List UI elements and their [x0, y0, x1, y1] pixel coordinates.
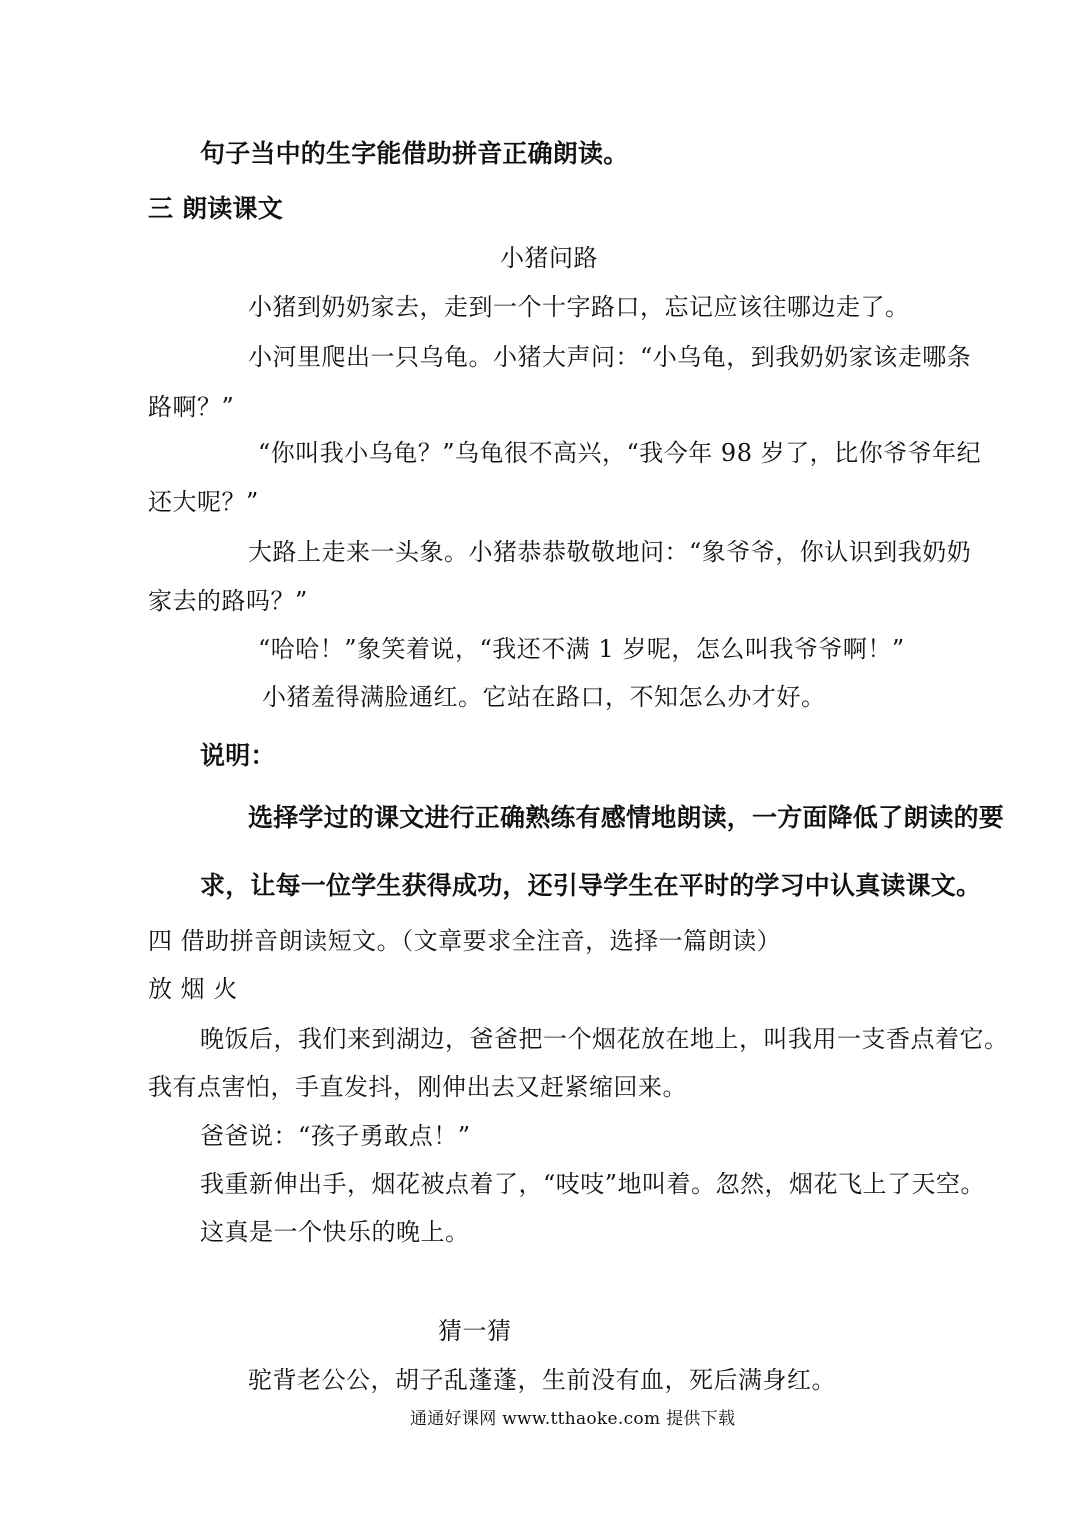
- note-line: 选择学过的课文进行正确熟练有感情地朗读，一方面降低了朗读的要: [248, 803, 1005, 832]
- section-4-heading: 四 借助拼音朗读短文。（文章要求全注音，选择一篇朗读）: [148, 927, 782, 955]
- paragraph: 小猪到奶奶家去，走到一个十字路口，忘记应该往哪边走了。: [248, 293, 910, 321]
- paragraph: 家去的路吗？”: [148, 587, 308, 615]
- riddle-text: 驼背老公公，胡子乱蓬蓬，生前没有血，死后满身红。: [248, 1366, 836, 1394]
- story-title-yanhuo: 放 烟 火: [148, 975, 238, 1003]
- footer-credit: 通通好课网 www.tthaoke.com 提供下载: [410, 1409, 736, 1429]
- paragraph: 爸爸说：“孩子勇敢点！”: [200, 1122, 471, 1150]
- paragraph: 还大呢？”: [148, 488, 259, 516]
- note-tail: 句子当中的生字能借助拼音正确朗读。: [200, 139, 629, 168]
- paragraph: 这真是一个快乐的晚上。: [200, 1218, 470, 1246]
- paragraph: 我有点害怕，手直发抖，刚伸出去又赶紧缩回来。: [148, 1073, 687, 1101]
- paragraph: 小猪羞得满脸通红。它站在路口，不知怎么办才好。: [262, 683, 826, 711]
- note-label: 说明：: [200, 741, 276, 770]
- paragraph: “你叫我小乌龟？”乌龟很不高兴，“我今年 98 岁了，比你爷爷年纪: [258, 439, 982, 467]
- paragraph: 大路上走来一头象。小猪恭恭敬敬地问：“象爷爷，你认识到我奶奶: [248, 538, 972, 566]
- story-title-xiaozhu: 小猪问路: [500, 244, 598, 272]
- note-line: 求，让每一位学生获得成功，还引导学生在平时的学习中认真读课文。: [200, 871, 982, 900]
- paragraph: 我重新伸出手，烟花被点着了，“吱吱”地叫着。忽然，烟花飞上了天空。: [200, 1170, 986, 1198]
- paragraph: 晚饭后，我们来到湖边，爸爸把一个烟花放在地上，叫我用一支香点着它。: [200, 1025, 1009, 1053]
- paragraph: 路啊？”: [148, 393, 235, 421]
- paragraph: “哈哈！”象笑着说，“我还不满 1 岁呢，怎么叫我爷爷啊！”: [258, 635, 905, 663]
- section-3-heading: 三 朗读课文: [148, 194, 283, 223]
- riddle-title: 猜一猜: [438, 1317, 512, 1345]
- paragraph: 小河里爬出一只乌龟。小猪大声问：“小乌龟，到我奶奶家该走哪条: [248, 343, 972, 371]
